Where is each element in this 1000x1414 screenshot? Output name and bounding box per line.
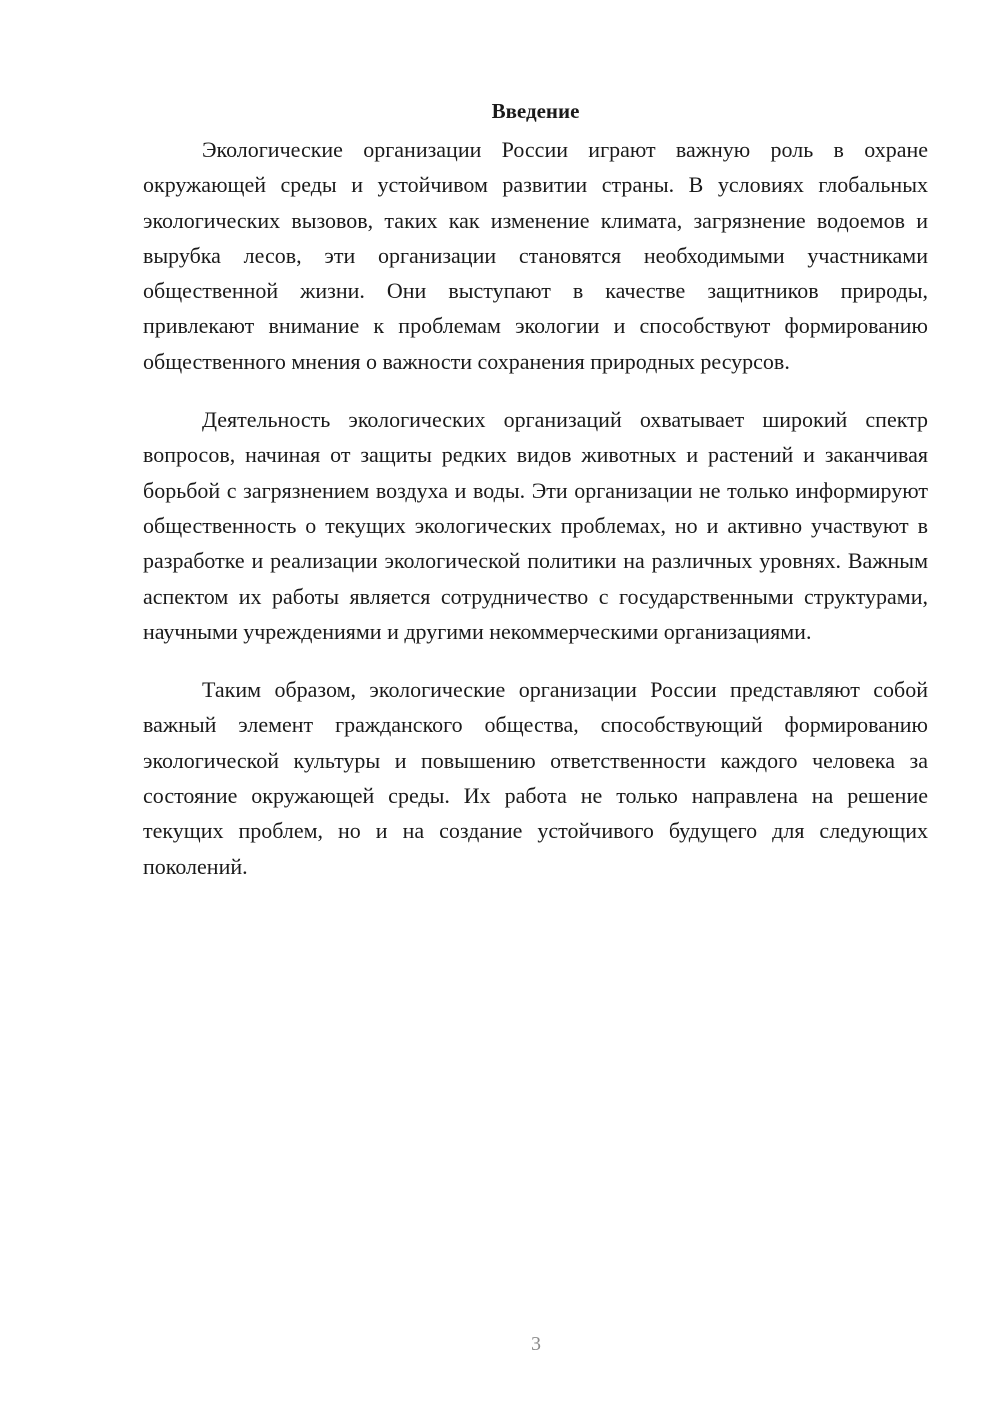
paragraph-1: Экологические организации России играют важную роль в охране окружающей среды и устойчивом развитии страны. В условиях глобальных экологических вызовов, таких как изменение климата, загрязнение водоемов и вырубка лесов, эти организации становятся необходимыми участниками общественной жизни. Они выступают в качестве защитников природы, привлекают внимание к проблемам экологии и способствуют формированию общественного мнения о важности сохранения природных ресурсов. <box>143 137 928 374</box>
paragraph-3: Таким образом, экологические организации России представляют собой важный элемент гражданского общества, способствующий формированию экологической культуры и повышению ответственности каждого человека за состояние окружающей среды. Их работа не только направлена на решение текущих проблем, но и на создание устойчивого будущего для следующих поколений. <box>143 677 928 879</box>
page-number: 3 <box>531 1333 541 1355</box>
page-content <box>143 96 928 907</box>
paragraph-2: Деятельность экологических организаций охватывает широкий спектр вопросов, начиная от защиты редких видов животных и растений и заканчивая борьбой с загрязнением воздуха и воды. Эти организации не только информируют общественность о текущих экологических проблемах, но и активно участвуют в разработке и реализации экологической политики на различных уровнях. Важным аспектом их работы является сотрудничество с государственными структурами, научными учреждениями и другими некоммерческими организациями. <box>143 407 928 644</box>
section-heading: Введение <box>491 99 580 123</box>
